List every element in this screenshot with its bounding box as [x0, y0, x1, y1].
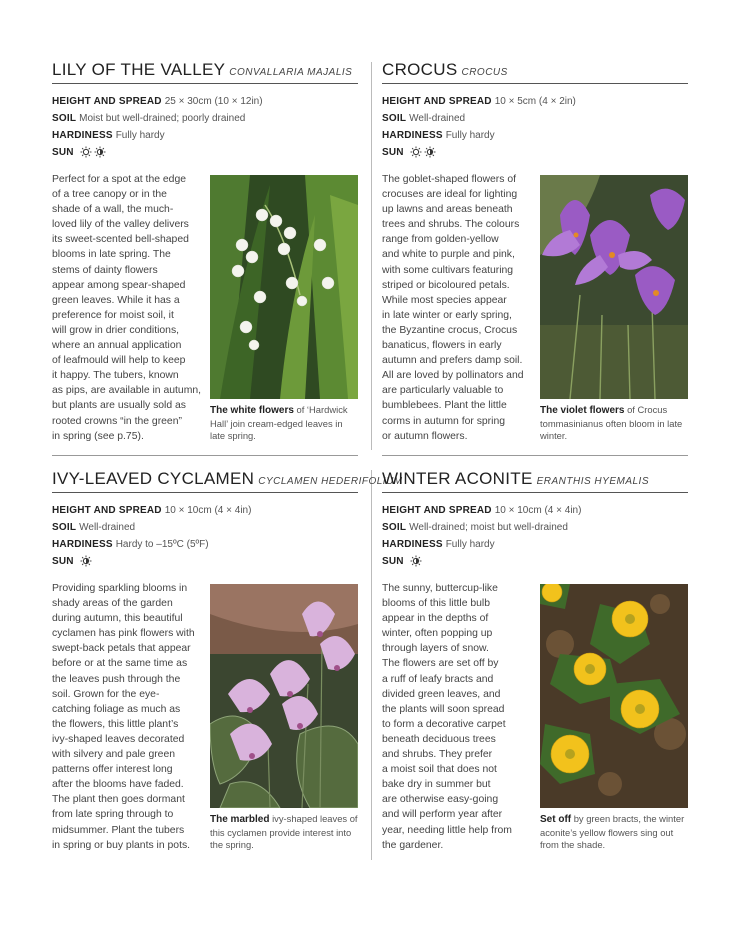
latin-name: CONVALLARIA MAJALIS	[229, 67, 353, 78]
description-line: green leaves. While it has a	[52, 294, 180, 306]
description-line: in late winter or early spring,	[382, 309, 512, 321]
latin-name: CROCUS	[461, 67, 508, 78]
description-line: in spring or buy plants in pots.	[52, 839, 191, 851]
description-line: midsummer. Plant the tubers	[52, 824, 185, 836]
description-line: are otherwise easy-going	[382, 794, 499, 806]
description-line: trees and shrubs. The colours	[382, 219, 520, 231]
description-line: stems of dainty flowers	[52, 264, 158, 276]
description-line: up lawns and areas beneath	[382, 204, 513, 216]
description-line: through layers of snow.	[382, 643, 489, 655]
description-line: Providing sparkling blooms in	[52, 583, 188, 594]
crocus-photo	[540, 175, 688, 399]
caption-text: by green bracts, the winter aconite’s yellow flowers sing out from the shade.	[540, 813, 685, 851]
description-line: the flowers, this little plant’s	[52, 718, 179, 730]
description-line: with some cultivars featuring	[382, 264, 514, 276]
description-line: While most species appear	[382, 294, 507, 306]
description-line: range from golden-yellow	[382, 234, 499, 246]
sun-label: SUN	[52, 556, 74, 567]
description-line: of a tree canopy or in the	[52, 189, 167, 201]
description-line: blooms of this little bulb	[382, 598, 491, 610]
description-line: patterns offer interest long	[52, 764, 173, 776]
description-line: will grow in drier conditions,	[52, 324, 180, 336]
column-divider-top	[371, 62, 372, 450]
latin-name: ERANTHIS HYEMALIS	[536, 476, 650, 487]
column-divider-bottom	[371, 470, 372, 860]
description-line: a ruff of leafy bracts and	[382, 673, 494, 685]
description-line: blooms in late spring. The	[52, 249, 171, 261]
description-line: year, needing little help from	[382, 824, 512, 836]
description-line: where an annual application	[52, 340, 182, 352]
hardiness-label: HARDINESS	[382, 539, 443, 550]
description	[382, 581, 532, 853]
hardiness-label: HARDINESS	[52, 130, 113, 141]
description-line: appear among spear-shaped	[52, 279, 186, 291]
description-line: soil. Grown for the eye-	[52, 688, 160, 700]
common-name: IVY-LEAVED CYCLAMEN	[52, 469, 255, 488]
row-divider-left	[52, 455, 358, 456]
photo-caption	[540, 404, 688, 443]
caption-text: ivy-shaped leaves of this cyclamen provide interest into the spring.	[210, 813, 358, 851]
description-line: before or at the same time as	[52, 658, 188, 670]
description	[382, 172, 532, 444]
soil-label: SOIL	[52, 113, 77, 124]
description-line: catching foliage as much as	[52, 703, 181, 715]
description-line: after the blooms have faded.	[52, 779, 184, 791]
caption-text: of ‘Hardwick Hall’ join cream-edged leaves in late spring.	[210, 404, 348, 442]
common-name: CROCUS	[382, 60, 458, 79]
height-value: 10 × 5cm (4 × 2in)	[494, 96, 576, 107]
description-line: winter, often popping up	[382, 628, 493, 640]
photo-caption	[210, 404, 358, 443]
hardiness-value: Fully hardy	[445, 130, 495, 141]
height-value: 25 × 30cm (10 × 12in)	[164, 96, 263, 107]
description-line: shady areas of the garden	[52, 598, 173, 610]
description-line: in spring (see p.75).	[52, 430, 144, 442]
description-line: a moist soil that does not	[382, 764, 497, 776]
description-line: it happy. The tubers, known	[52, 370, 179, 382]
entry-title	[382, 469, 688, 493]
height-value: 10 × 10cm (4 × 4in)	[494, 505, 582, 516]
full-sun-icon	[410, 146, 422, 158]
description-line: from late spring through to	[52, 809, 174, 821]
description-line: banaticus, flowers in early	[382, 340, 502, 352]
lily-photo	[210, 175, 358, 399]
description-line: The goblet-shaped flowers of	[382, 174, 517, 185]
plant-entry-crocus	[382, 60, 688, 442]
plant-facts	[382, 93, 688, 161]
partial-shade-icon	[80, 555, 92, 567]
latin-name: CYCLAMEN HEDERIFOLIUM	[258, 476, 403, 487]
description-line: The flowers are set off by	[382, 658, 499, 670]
winter-aconite-photo	[540, 584, 688, 808]
plant-facts	[382, 502, 688, 570]
cyclamen-photo	[210, 584, 358, 808]
entry-title	[52, 469, 403, 493]
soil-label: SOIL	[52, 522, 77, 533]
hardiness-value: Fully hardy	[445, 539, 495, 550]
sun-label: SUN	[382, 147, 404, 158]
description-line: and white to purple and pink,	[382, 249, 515, 261]
plant-entry-lily-of-the-valley	[52, 60, 358, 442]
description-line: as pips, are available in autumn,	[52, 385, 202, 397]
description-line: cyclamen has pink flowers with	[52, 628, 195, 640]
hardiness-label: HARDINESS	[52, 539, 113, 550]
description-line: the gardener.	[382, 839, 444, 851]
partial-shade-icon	[424, 146, 436, 158]
soil-label: SOIL	[382, 113, 407, 124]
height-label: HEIGHT AND SPREAD	[52, 505, 162, 516]
soil-value: Well-drained	[409, 113, 466, 124]
description-line: autumn and prefers damp soil.	[382, 355, 523, 367]
description-line: divided green leaves, and	[382, 688, 501, 700]
soil-value: Well-drained; moist but well-drained	[409, 522, 568, 533]
photo-caption	[210, 813, 358, 852]
plant-facts	[52, 502, 358, 570]
description-line: The sunny, buttercup-like	[382, 583, 498, 594]
soil-label: SOIL	[382, 522, 407, 533]
soil-value: Well-drained	[79, 522, 136, 533]
partial-shade-icon	[94, 146, 106, 158]
full-sun-icon	[80, 146, 92, 158]
caption-lead: The violet flowers	[540, 405, 625, 416]
description-line: its sweet-scented bell-shaped	[52, 234, 189, 246]
description-line: during autumn, this beautiful	[52, 613, 183, 625]
description-line: striped or bicoloured petals.	[382, 279, 510, 291]
description-line: are particularly valuable to	[382, 385, 504, 397]
sun-label: SUN	[52, 147, 74, 158]
description	[52, 172, 202, 444]
description-line: appear in the depths of	[382, 613, 489, 625]
description-line: the plants will soon spread	[382, 703, 505, 715]
common-name: WINTER ACONITE	[382, 469, 533, 488]
description-line: loved lily of the valley delivers	[52, 219, 189, 231]
plant-entry-winter-aconite	[382, 469, 688, 851]
hardiness-label: HARDINESS	[382, 130, 443, 141]
caption-text: of Crocus tommasinianus often bloom in late winter.	[540, 404, 683, 442]
description-line: with silvery and pale green	[52, 749, 176, 761]
description-line: and shrubs. They prefer	[382, 749, 493, 761]
description-line: beneath deciduous trees	[382, 733, 496, 745]
hardiness-value: Hardy to –15ºC (5ºF)	[115, 539, 209, 550]
description-line: and will perform year after	[382, 809, 503, 821]
common-name: LILY OF THE VALLEY	[52, 60, 226, 79]
description-line: the Byzantine crocus, Crocus	[382, 324, 518, 336]
description-line: but plants are usually sold as	[52, 400, 187, 412]
description-line: or autumn flowers.	[382, 430, 468, 442]
description-line: the leaves push through the	[52, 673, 181, 685]
photo-caption	[540, 813, 688, 852]
caption-lead: Set off	[540, 814, 572, 825]
description-line: bake dry in summer but	[382, 779, 491, 791]
description-line: rooted crowns “in the green”	[52, 415, 182, 427]
description-line: of leafmould will help to keep	[52, 355, 186, 367]
description-line: to form a decorative carpet	[382, 718, 506, 730]
description-line: bumblebees. Plant the little	[382, 400, 507, 412]
plant-facts	[52, 93, 358, 161]
height-label: HEIGHT AND SPREAD	[52, 96, 162, 107]
soil-value: Moist but well-drained; poorly drained	[79, 113, 246, 124]
description-line: swept-back petals that appear	[52, 643, 191, 655]
height-label: HEIGHT AND SPREAD	[382, 96, 492, 107]
description-line: shade of a wall, the much-	[52, 204, 174, 216]
description-line: The plant then goes dormant	[52, 794, 185, 806]
description-line: All are loved by pollinators and	[382, 370, 524, 382]
description-line: corms in autumn for spring	[382, 415, 506, 427]
entry-title	[52, 60, 358, 84]
row-divider-right	[382, 455, 688, 456]
hardiness-value: Fully hardy	[115, 130, 165, 141]
entry-title	[382, 60, 688, 84]
description-line: crocuses are ideal for lighting	[382, 189, 518, 201]
height-value: 10 × 10cm (4 × 4in)	[164, 505, 252, 516]
description-line: Perfect for a spot at the edge	[52, 174, 187, 185]
description-line: ivy-shaped leaves decorated	[52, 733, 185, 745]
description-line: preference for moist soil, it	[52, 309, 174, 321]
sun-label: SUN	[382, 556, 404, 567]
partial-shade-icon	[410, 555, 422, 567]
plant-entry-ivy-leaved-cyclamen	[52, 469, 403, 851]
description	[52, 581, 202, 853]
caption-lead: The white flowers	[210, 405, 294, 416]
height-label: HEIGHT AND SPREAD	[382, 505, 492, 516]
caption-lead: The marbled	[210, 814, 270, 825]
